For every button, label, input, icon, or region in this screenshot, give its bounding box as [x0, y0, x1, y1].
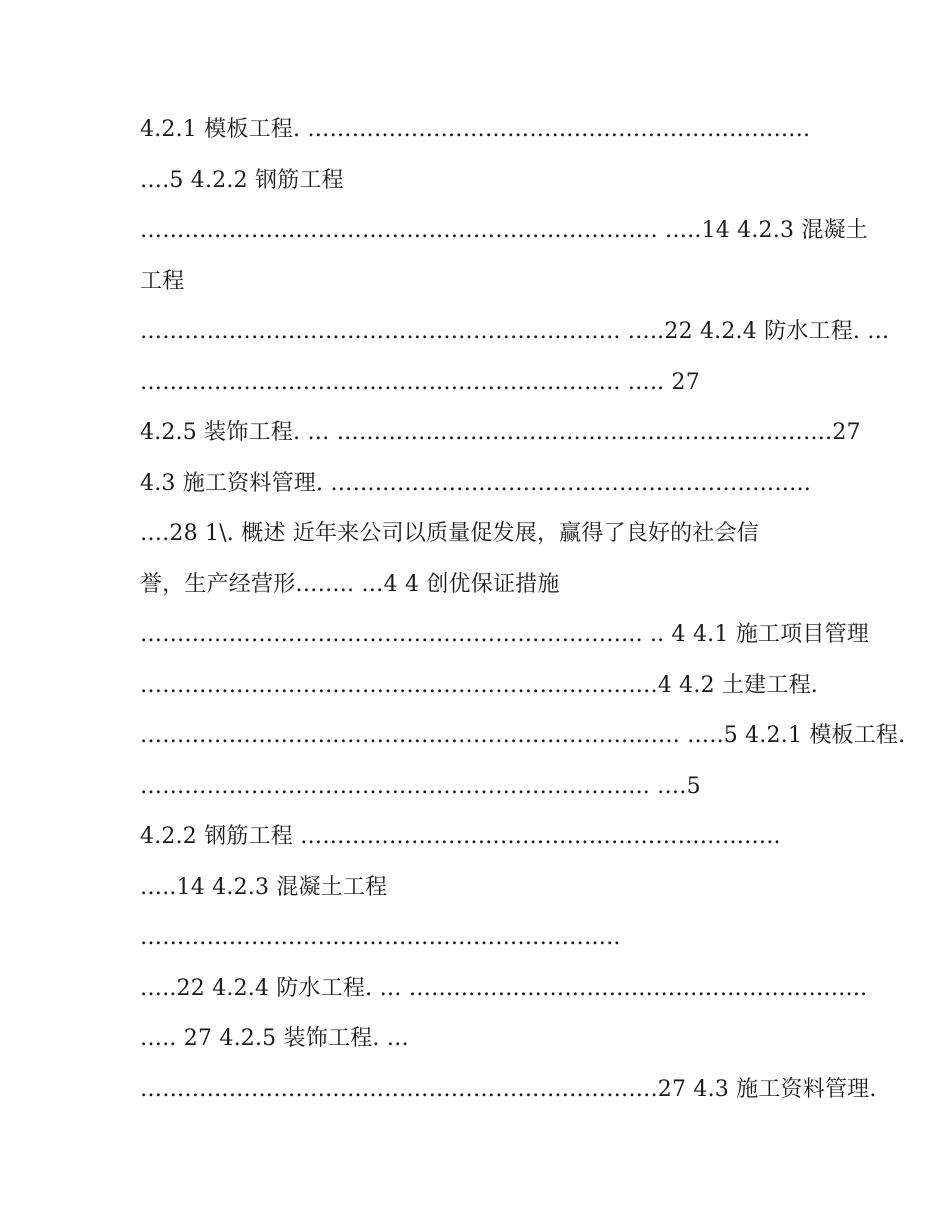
toc-line: ………………………………………………………..: [140, 925, 621, 950]
toc-line: 4.2.5 装饰工程. … ………………………………………………………….27: [140, 420, 861, 445]
toc-line: 誉，生产经营形…….. …4 4 创优保证措施: [140, 571, 560, 597]
toc-line: ……………………………………………………….. …..22 4.2.4 防水工程. …: [140, 319, 890, 344]
toc-line: ………………………………………………………….. .. 4 4.1 施工项目管理: [140, 622, 869, 647]
toc-line: …..14 4.2.3 混凝土工程: [140, 874, 388, 900]
toc-line: ………………………………………………………………. …..5 4.2.1 模板工程.: [140, 723, 906, 748]
toc-line: 4.3 施工资料管理. ………………………………………………………..: [140, 470, 811, 496]
toc-line: ….28 1\. 概述 近年来公司以质量促发展，赢得了良好的社会信: [140, 521, 759, 546]
toc-line: ……………………………………………………………. …..14 4.2.3 混凝土: [140, 218, 868, 243]
toc-line: …………………………………………………………... ….5: [140, 773, 701, 799]
toc-line: ……………………………………………………….. ….. 27: [140, 369, 700, 395]
toc-line: …..22 4.2.4 防水工程. … ……………………………………………………..: [140, 975, 868, 1001]
toc-line: ….. 27 4.2.5 装饰工程. …: [140, 1026, 409, 1051]
toc-line: 4.2.2 钢筋工程 ………………………………………………………..: [140, 824, 781, 849]
toc-line: ….5 4.2.2 钢筋工程: [140, 167, 344, 193]
toc-line: 工程: [140, 268, 185, 294]
table-of-contents: [140, 105, 906, 1115]
toc-line: 4.2.1 模板工程. …………………………………………………………..: [140, 117, 811, 142]
toc-line: …………………………………………………………….4 4.2 土建工程.: [140, 672, 818, 698]
toc-line: …………………………………………………………….27 4.3 施工资料管理.: [140, 1076, 877, 1102]
